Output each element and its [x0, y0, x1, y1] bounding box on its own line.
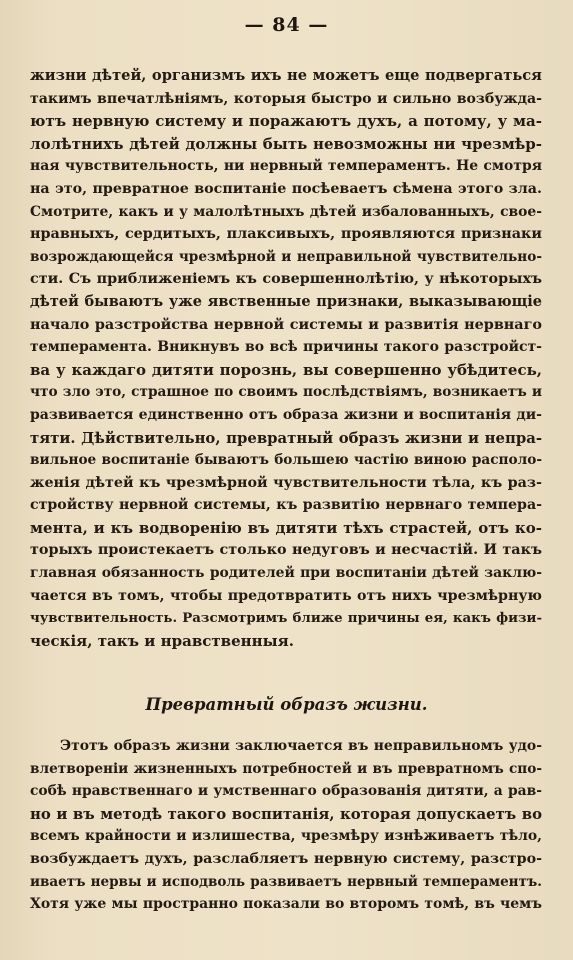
text-line: ная чувствительность, ни нервный темпераментъ. Не смотря [30, 158, 542, 175]
paragraph-2 [30, 735, 542, 916]
text-line: такимъ впечатлѣніямъ, которыя быстро и сильно возбужда- [30, 90, 542, 107]
text-line: на это, превратное воспитаніе посѣеваетъ сѣмена этого зла. [30, 180, 542, 197]
text-line: влетвореніи жизненныхъ потребностей и въ превратномъ спо- [30, 760, 542, 777]
text-line: тяти. Дѣйствительно, превратный образъ жизни и непра- [30, 428, 542, 447]
text-line: Смотрите, какъ и у малолѣтныхъ дѣтей избалованныхъ, свое- [30, 203, 542, 220]
text-line: стройству нервной системы, къ развитію нервнаго темпера- [30, 497, 542, 514]
text-line: иваетъ нервы и исподволь развиваетъ нервный темпераментъ. [30, 873, 542, 890]
page-number: — 84 — [244, 14, 329, 36]
text-line: чувствительность. Разсмотримъ ближе причины ея, какъ физи- [30, 610, 542, 627]
text-line: жизни дѣтей, организмъ ихъ не можетъ еще подвергаться [30, 67, 542, 84]
text-line: мента, и къ водворенію въ дитяти тѣхъ страстей, отъ ко- [30, 518, 542, 537]
text-line: главная обязанность родителей при воспитаніи дѣтей заклю- [30, 565, 542, 582]
text-line: темперамента. Вникнувъ во всѣ причины такого разстройст- [30, 339, 542, 356]
text-line: ютъ нервную систему и поражаютъ духъ, а потому, у ма- [30, 112, 542, 131]
text-line: возрождающейся чрезмѣрной и неправильной чувствительно- [30, 248, 542, 265]
text-line: что зло это, страшное по своимъ послѣдствіямъ, возникаетъ и [30, 384, 542, 401]
text-line: чается въ томъ, чтобы предотвратить отъ нихъ чрезмѣрную [30, 587, 542, 604]
text-line: Хотя уже мы пространно показали во второмъ томѣ, въ чемъ [30, 896, 542, 913]
text-line: нравныхъ, сердитыхъ, плаксивыхъ, проявляются признаки [30, 226, 542, 243]
text-line: дѣтей бываютъ уже явственные признаки, выказывающіе [30, 292, 542, 310]
text-line: вильное воспитаніе бываютъ большею частію виною располо- [30, 452, 542, 469]
text-line: ва у каждаго дитяти порознь, вы совершенно убѣдитесь, [30, 360, 542, 379]
text-line: Этотъ образъ жизни заключается въ неправильномъ удо- [60, 738, 542, 754]
text-line: ческія, такъ и нравственныя. [30, 631, 294, 650]
text-line: сти. Съ приближеніемъ къ совершеннолѣтію, у нѣкоторыхъ [30, 271, 542, 288]
text-line: всемъ крайности и излишества, чрезмѣру изнѣживаетъ тѣло, [30, 828, 542, 845]
text-line: женія дѣтей къ чрезмѣрной чувствительности тѣла, къ раз- [30, 474, 542, 491]
text-line: начало разстройства нервной системы и развитія нервнаго [30, 316, 542, 333]
text-line: развивается единственно отъ образа жизни и воспитанія ди- [30, 406, 542, 423]
text-line: собѣ нравственнаго и умственнаго образованія дитяти, а рав- [30, 783, 542, 800]
text-line: торыхъ проистекаетъ столько недуговъ и несчастій. И такъ [30, 542, 542, 559]
paragraph-1 [30, 65, 542, 652]
text-line: возбуждаетъ духъ, разслабляетъ нервную систему, разстро- [30, 850, 542, 867]
section-heading: Превратный образъ жизни. [145, 695, 428, 714]
text-line: лолѣтнихъ дѣтей должны быть невозможны ни чрезмѣр- [30, 134, 542, 153]
text-line: но и въ методѣ такого воспитанія, которая допускаетъ во [30, 804, 542, 823]
